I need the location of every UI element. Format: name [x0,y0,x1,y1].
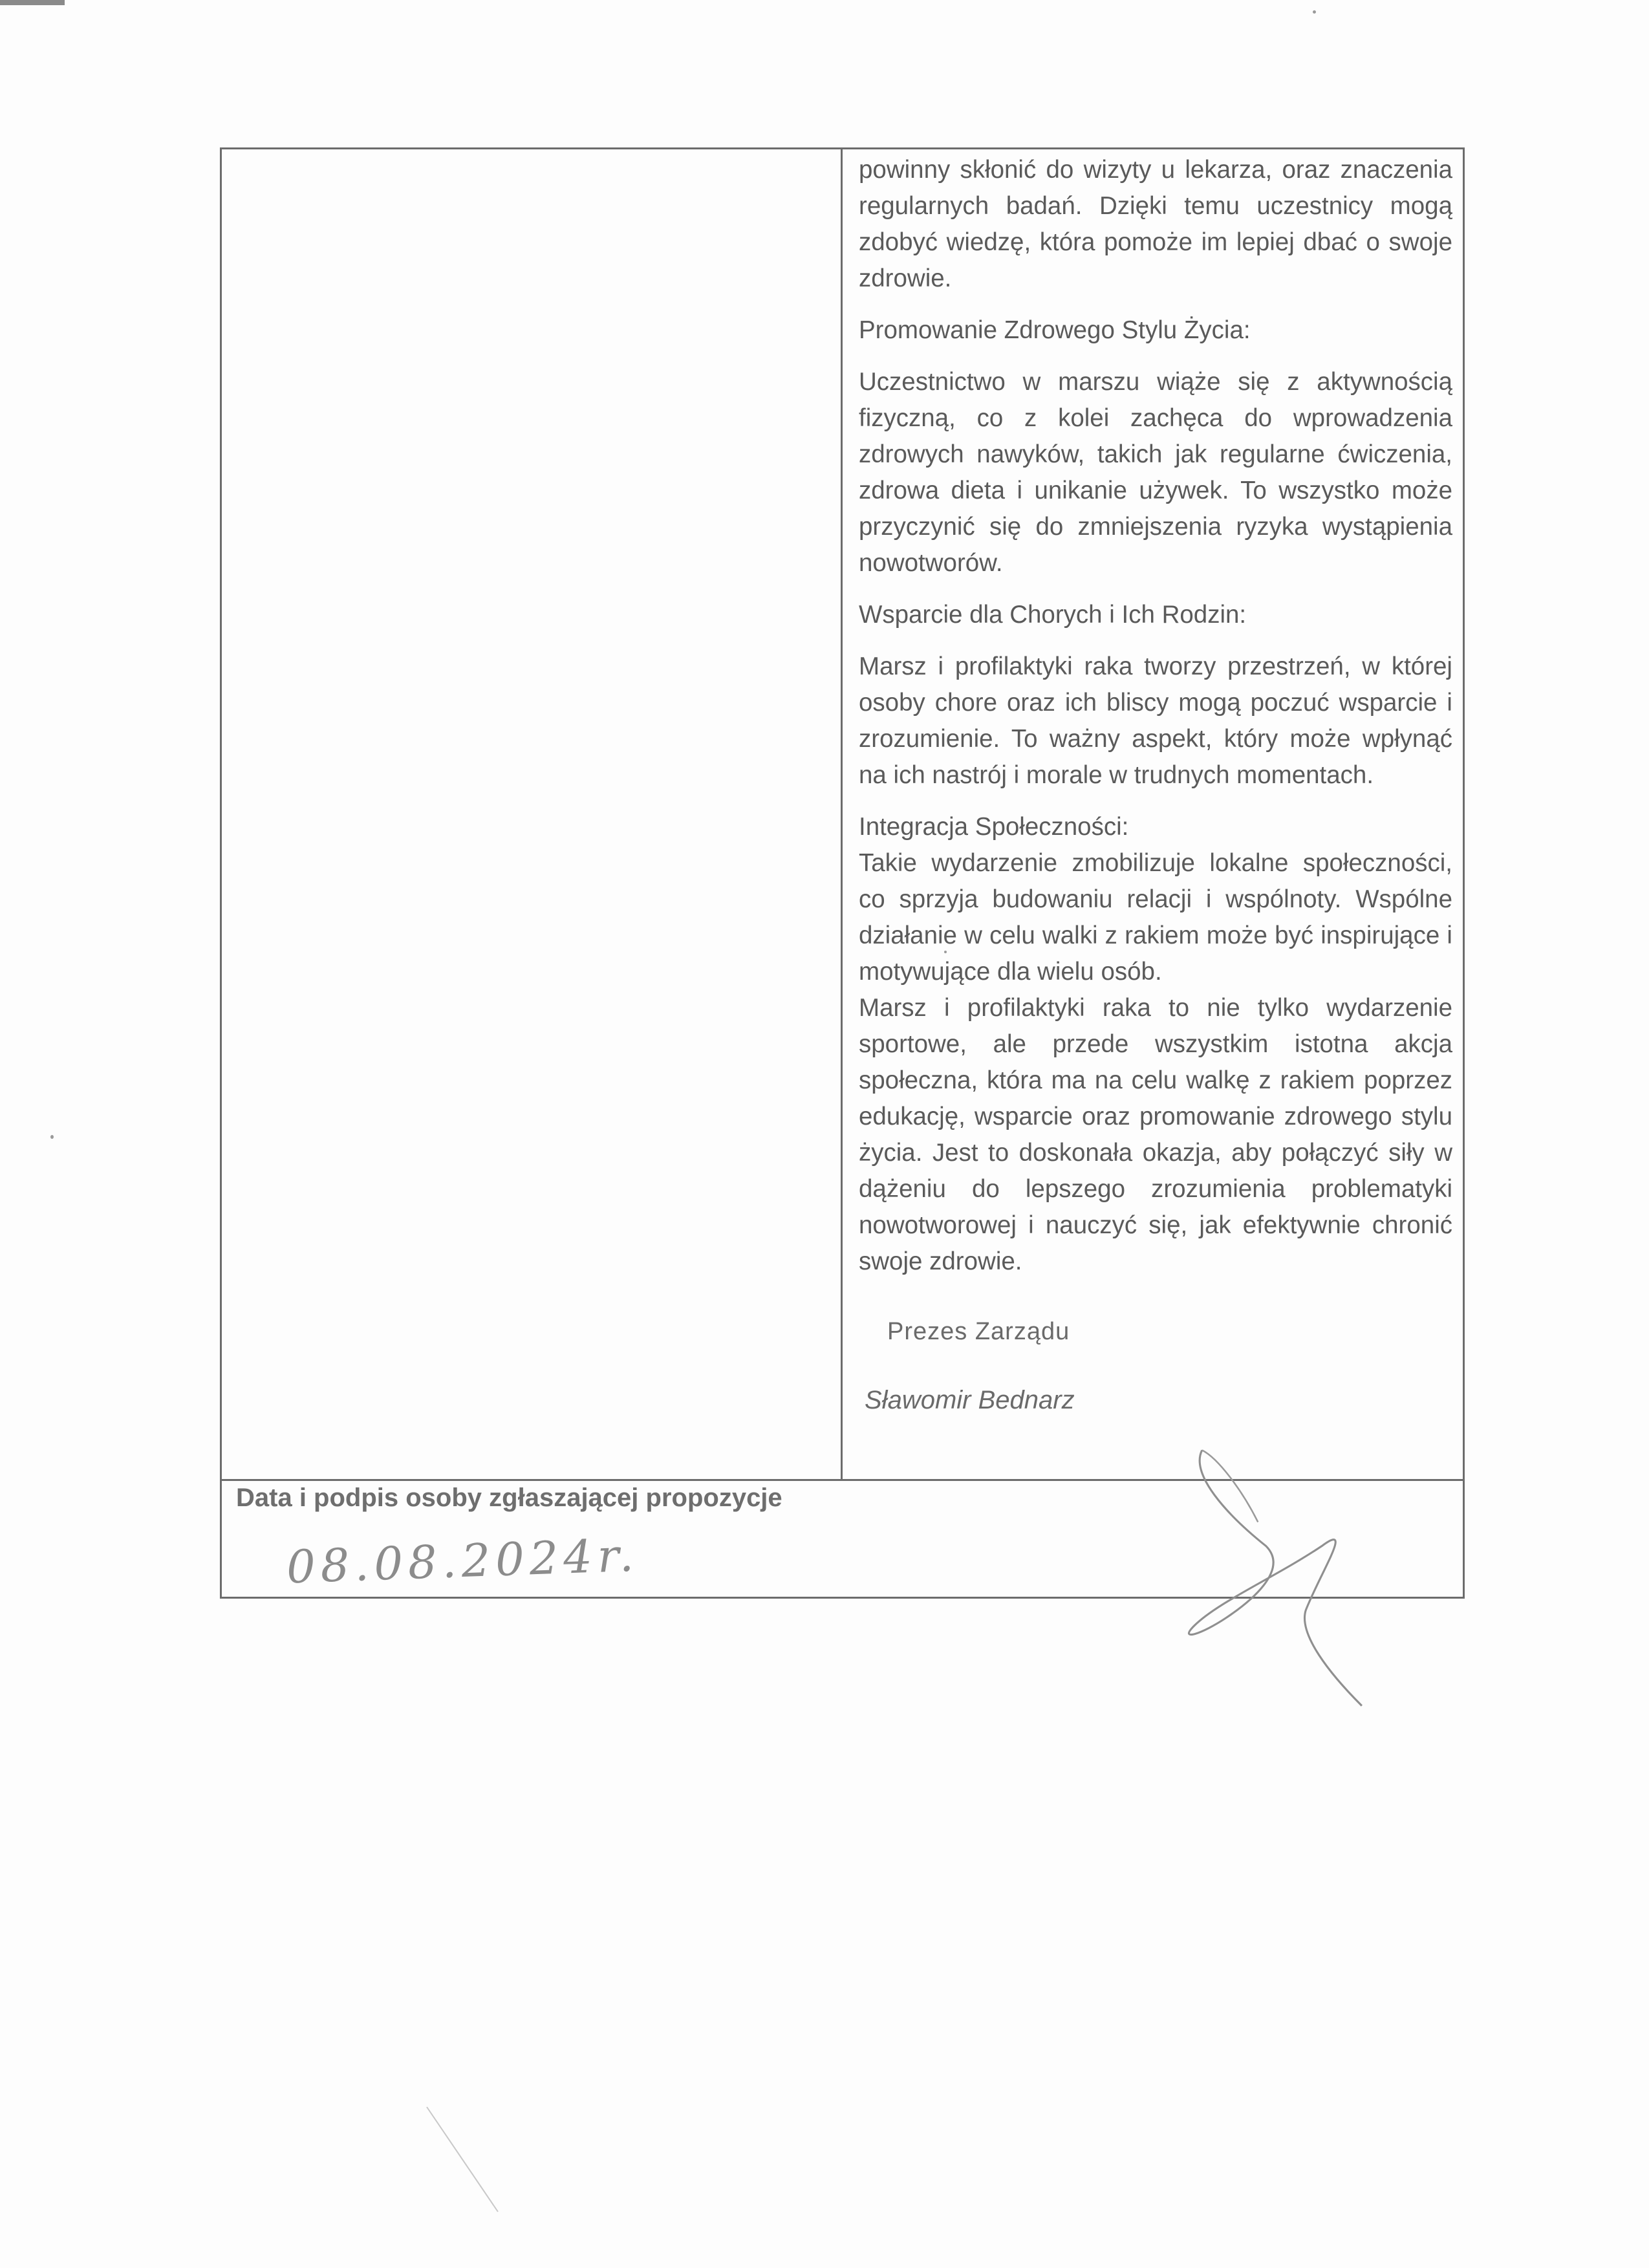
handwritten-date: 08.08.2024r. [285,1528,640,1594]
paragraph-intro: powinny skłonić do wizyty u lekarza, oraz znaczenia regularnych badań. Dzięki temu uczestnicy mogą zdobyć wiedzę, która pomoże im lepiej dbać o swoje zdrowie. [859,156,1452,292]
paragraph-summary: Marsz i profilaktyki raka to nie tylko wydarzenie sportowe, ale przede wszystkim istotna akcja społeczna, która ma na celu walkę z rakiem poprzez edukację, wsparcie oraz promowanie zdrowego stylu życia. Jest to doskonała okazja, aby połączyć siły w dążeniu do lepszego zrozumienia problematyki nowotworowej i nauczyć się, jak efektywnie chronić swoje zdrowie. [859,994,1452,1275]
scan-scratch [420,2102,511,2218]
heading-community: Integracja Społeczności: [859,813,1129,841]
handwritten-signature [1138,1442,1410,1714]
proposal-form-table [220,147,1465,1599]
paragraph-community: Takie wydarzenie zmobilizuje lokalne społeczności, co sprzyja budowaniu relacji i wspólnoty. Wspólne działanie w celu walki z rakiem może być inspirujące i motywujące dla wielu osób. [859,849,1452,986]
stamp-name: Sławomir Bednarz [865,1386,1075,1414]
column-divider [841,149,843,1479]
paragraph-healthy-lifestyle: Uczestnictwo w marszu wiąże się z aktywnością fizyczną, co z kolei zachęca do wprowadzenia zdrowych nawyków, takich jak regularne ćwiczenia, zdrowa dieta i unikanie używek. To wszystko może przyczynić się do zmniejszenia ryzyka wystąpienia nowotworów. [859,368,1452,577]
stamp-title: Prezes Zarządu [887,1318,1070,1345]
description-cell [859,152,1452,1295]
scan-speck [50,1135,54,1139]
heading-healthy-lifestyle: Promowanie Zdrowego Stylu Życia: [859,316,1251,344]
scan-edge-artifact [0,0,65,5]
paragraph-support: Marsz i profilaktyki raka tworzy przestrzeń, w której osoby chore oraz ich bliscy mogą poczuć wsparcie i zrozumienie. To ważny aspekt, który może wpłynąć na ich nastrój i morale w trudnych momentach. [859,653,1452,789]
date-signature-label: Data i podpis osoby zgłaszającej propozycje [236,1484,782,1512]
heading-support: Wsparcie dla Chorych i Ich Rodzin: [859,601,1247,629]
scan-speck [1313,10,1316,14]
